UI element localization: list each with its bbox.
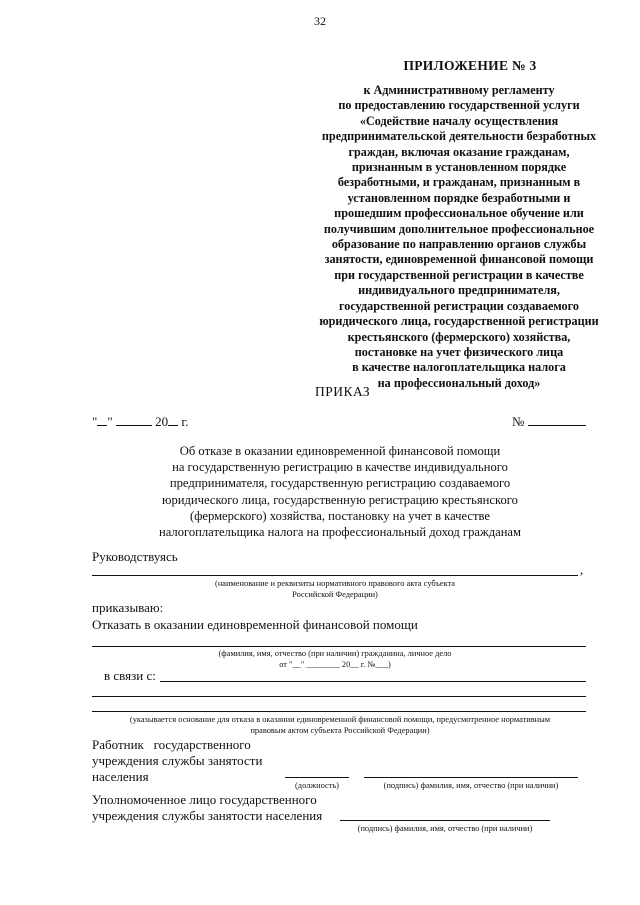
appendix-line: при государственной регистрации в качестве <box>334 267 584 282</box>
date-quote-close: " <box>107 414 113 429</box>
appendix-line: «Содействие началу осуществления <box>359 113 559 128</box>
guided-by-comma: , <box>580 562 584 577</box>
signatory-line: населения <box>92 769 149 784</box>
order-date <box>92 413 189 430</box>
appendix-line: к Административному регламенту <box>363 83 555 97</box>
appendix-line: на профессиональный доход» <box>377 375 541 390</box>
appendix-line: индивидуального предпринимателя, <box>358 283 560 298</box>
authorized-signature-label: (подпись) фамилия, имя, отчество (при наличии) <box>357 824 533 833</box>
appendix-line: занятости, единовременной финансовой помощи <box>324 252 594 267</box>
order-title: ПРИКАЗ <box>315 384 371 399</box>
appendix-line: получившим дополнительное профессиональное <box>323 221 595 236</box>
because-label: в связи с: <box>104 668 156 683</box>
subject-line: (фермерского) хозяйства, постановку на учет в качестве <box>190 508 490 523</box>
appendix-line: предпринимательской деятельности безработных <box>321 129 597 144</box>
signatory-line: учреждения службы занятости <box>92 753 263 768</box>
appendix-subtitle <box>278 83 640 391</box>
appendix-title: ПРИЛОЖЕНИЕ № 3 <box>403 58 537 73</box>
reason-note <box>88 714 592 736</box>
guided-by-note <box>150 578 520 600</box>
worker-signatory <box>92 737 262 785</box>
date-year-blank <box>168 413 178 426</box>
note-line: (наименование и реквизиты нормативного правового акта субъекта <box>215 579 455 588</box>
appendix-line: безработными, и гражданам, признанным в <box>337 175 581 190</box>
reason-blank-1 <box>160 681 586 682</box>
signature-name-label: (подпись) фамилия, имя, отчество (при наличии) <box>383 781 559 790</box>
order-verb: приказываю: <box>92 600 164 615</box>
appendix-line: прошедшим профессиональное обучение или <box>334 206 584 221</box>
subject-line: предпринимателя, государственную регистрацию создаваемого <box>169 476 511 491</box>
subject-line: юридического лица, государственную регистрацию крестьянского <box>162 492 518 507</box>
authorized-signature-blank <box>340 820 550 821</box>
refuse-text: Отказать в оказании единовременной финансовой помощи <box>92 617 418 632</box>
appendix-line: образование по направлению органов службы <box>331 237 587 252</box>
date-month-blank <box>116 413 152 426</box>
appendix-line: по предоставлению государственной услуги <box>338 98 580 113</box>
subject-line: Об отказе в оказании единовременной финансовой помощи <box>179 444 501 458</box>
number-label: № <box>512 414 525 429</box>
date-quote-open: " <box>92 414 98 429</box>
page-number: 32 <box>314 14 326 28</box>
subject-line: на государственную регистрацию в качестве индивидуального <box>172 460 508 475</box>
order-number <box>512 413 586 430</box>
number-blank <box>528 413 586 426</box>
authorized-signatory <box>92 792 322 824</box>
person-note <box>150 648 520 670</box>
position-label: (должность) <box>295 781 339 790</box>
appendix-line: установленном порядке безработными и <box>347 190 571 205</box>
reason-blank-3 <box>92 711 586 712</box>
signatory-line: Работник государственного <box>92 737 251 752</box>
note-line: правовым актом субъекта Российской Федерации) <box>250 726 430 735</box>
signature-blank <box>364 777 578 778</box>
person-blank <box>92 646 586 647</box>
signatory-line: Уполномоченное лицо государственного <box>92 792 317 807</box>
date-year-prefix: 20 <box>155 414 169 429</box>
appendix-line: крестьянского (фермерского) хозяйства, <box>347 329 571 344</box>
signatory-line: учреждения службы занятости населения <box>92 808 323 823</box>
appendix-line: юридического лица, государственной регистрации <box>319 314 599 329</box>
appendix-line: граждан, включая оказание гражданам, <box>348 144 570 159</box>
note-line: от "__" ________ 20__ г. №___) <box>279 660 391 669</box>
appendix-line: государственной регистрации создаваемого <box>339 298 579 313</box>
guided-by-blank <box>92 575 578 576</box>
subject-line: налогоплательщика налога на профессиональный доход гражданам <box>158 525 521 540</box>
note-line: (фамилия, имя, отчество (при наличии) гражданина, личное дело <box>218 649 452 658</box>
note-line: (указывается основание для отказа в оказании единовременной финансовой помощи, предусмотренное нормативным <box>129 715 551 724</box>
date-day-blank <box>97 413 107 426</box>
order-subject <box>130 443 550 540</box>
guided-by-label: Руководствуясь <box>92 549 178 564</box>
reason-blank-2 <box>92 696 586 697</box>
appendix-line: в качестве налогоплательщика налога <box>352 360 566 375</box>
appendix-line: признанным в установленном порядке <box>351 160 567 175</box>
note-line: Российской Федерации) <box>292 590 378 599</box>
date-year-suffix: г. <box>181 414 189 429</box>
appendix-line: постановке на учет физического лица <box>354 344 564 359</box>
position-blank <box>285 777 349 778</box>
